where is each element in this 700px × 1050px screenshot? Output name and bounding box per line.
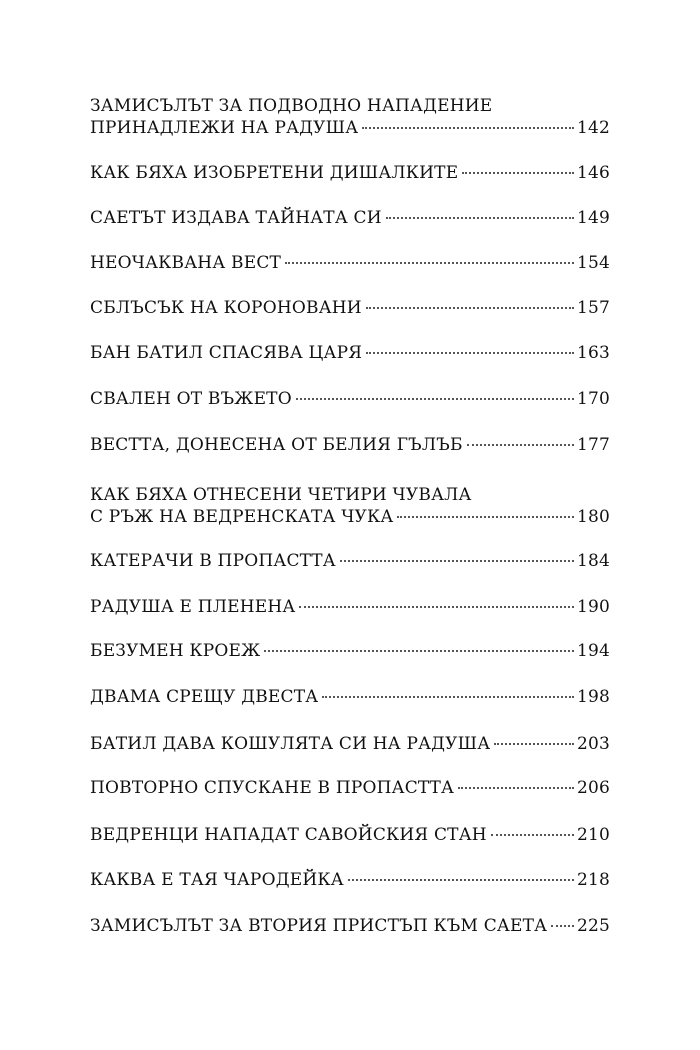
toc-entry-title: БАТИЛ ДАВА КОШУЛЯТА СИ НА РАДУША [90, 734, 491, 754]
dot-leader [296, 398, 574, 400]
toc-entry-title: ПРИНАДЛЕЖИ НА РАДУША [90, 118, 359, 138]
toc-entry[interactable] [90, 824, 610, 846]
toc-entry[interactable] [90, 388, 610, 410]
toc-entry-line [90, 640, 610, 662]
toc-entry-page-number: 206 [576, 778, 610, 798]
dot-leader [397, 516, 573, 518]
toc-entry-line [90, 297, 610, 319]
toc-entry-line [90, 915, 610, 937]
toc-entry-title: ЗАМИСЪЛЪТ ЗА ВТОРИЯ ПРИСТЪП КЪМ САЕТА [90, 916, 548, 936]
toc-entry-line [90, 252, 610, 274]
toc-entry-title: ПОВТОРНО СПУСКАНЕ В ПРОПАСТТА [90, 778, 455, 798]
dot-leader [458, 787, 574, 789]
dot-leader [285, 262, 574, 264]
toc-entry-page-number: 203 [576, 734, 610, 754]
toc-entry-title: КАКВА Е ТАЯ ЧАРОДЕЙКА [90, 870, 344, 890]
dot-leader [264, 650, 573, 652]
toc-entry-page-number: 190 [576, 597, 610, 617]
toc-entry-page-number: 163 [576, 343, 610, 363]
toc-entry[interactable] [90, 915, 610, 937]
toc-entry[interactable] [90, 297, 610, 319]
toc-entry[interactable] [90, 733, 610, 755]
toc-entry-title: ВЕДРЕНЦИ НАПАДАТ САВОЙСКИЯ СТАН [90, 825, 487, 845]
dot-leader [348, 879, 574, 881]
toc-entry[interactable] [90, 686, 610, 708]
toc-entry-page-number: 142 [576, 118, 610, 138]
toc-entry-title: БАН БАТИЛ СПАСЯВА ЦАРЯ [90, 343, 363, 363]
toc-entry-line [90, 550, 610, 572]
toc-entry-page-number: 218 [576, 870, 610, 890]
toc-entry-page-number: 210 [576, 825, 610, 845]
toc-entry-page-number: 154 [576, 253, 610, 273]
toc-entry-title: САЕТЪТ ИЗДАВА ТАЙНАТА СИ [90, 208, 382, 228]
dot-leader [299, 606, 573, 608]
toc-entry-first-line [90, 95, 610, 117]
toc-entry[interactable] [90, 434, 610, 456]
toc-entry-title: СБЛЪСЪК НА КОРОНОВАНИ [90, 298, 362, 318]
toc-entry[interactable] [90, 869, 610, 891]
toc-entry-line [90, 162, 610, 184]
dot-leader [362, 127, 574, 129]
toc-entry-title: ДВАМА СРЕЩУ ДВЕСТА [90, 687, 319, 707]
toc-entry-title: НЕОЧАКВАНА ВЕСТ [90, 253, 282, 273]
dot-leader [551, 925, 574, 927]
toc-entry-line [90, 869, 610, 891]
toc-entry-line [90, 824, 610, 846]
toc-entry[interactable] [90, 777, 610, 799]
toc-entry-title: ВЕСТТА, ДОНЕСЕНА ОТ БЕЛИЯ ГЪЛЪБ [90, 435, 463, 455]
dot-leader [366, 307, 574, 309]
toc-entry[interactable] [90, 596, 610, 618]
toc-entry-page-number: 180 [576, 507, 610, 527]
toc-entry[interactable] [90, 252, 610, 274]
toc-entry-line [90, 117, 610, 139]
toc-entry-line [90, 777, 610, 799]
toc-entry[interactable] [90, 484, 610, 528]
toc-entry-title: БЕЗУМЕН КРОЕЖ [90, 641, 261, 661]
toc-entry-line [90, 733, 610, 755]
toc-entry-page-number: 184 [576, 551, 610, 571]
toc-entry-page-number: 170 [576, 389, 610, 409]
dot-leader [386, 217, 574, 219]
toc-entry-first-line [90, 484, 610, 506]
toc-entry-page-number: 225 [576, 916, 610, 936]
toc-entry-title: СВАЛЕН ОТ ВЪЖЕТО [90, 389, 292, 409]
toc-entry-line [90, 434, 610, 456]
toc-entry-page-number: 198 [576, 687, 610, 707]
toc-entry[interactable] [90, 550, 610, 572]
toc-entry-line [90, 596, 610, 618]
toc-entry-page-number: 157 [576, 298, 610, 318]
toc-entry-page-number: 177 [576, 435, 610, 455]
toc-entry-title: КАК БЯХА ИЗОБРЕТЕНИ ДИШАЛКИТЕ [90, 163, 459, 183]
toc-entry-page-number: 146 [576, 163, 610, 183]
dot-leader [494, 743, 574, 745]
toc-entry-title: КАК БЯХА ОТНЕСЕНИ ЧЕТИРИ ЧУВАЛА [90, 485, 472, 505]
toc-entry-title: С РЪЖ НА ВЕДРЕНСКАТА ЧУКА [90, 507, 394, 527]
toc-entry-line [90, 342, 610, 364]
dot-leader [322, 696, 574, 698]
toc-entry-line [90, 207, 610, 229]
toc-entry-line [90, 388, 610, 410]
dot-leader [462, 172, 574, 174]
toc-entry[interactable] [90, 640, 610, 662]
toc-entry-page-number: 194 [576, 641, 610, 661]
toc-entry[interactable] [90, 342, 610, 364]
dot-leader [467, 444, 574, 446]
dot-leader [491, 834, 574, 836]
toc-entry-line [90, 506, 610, 528]
toc-entry[interactable] [90, 95, 610, 139]
toc-entry-title: ЗАМИСЪЛЪТ ЗА ПОДВОДНО НАПАДЕНИЕ [90, 96, 493, 116]
dot-leader [366, 352, 574, 354]
toc-entry[interactable] [90, 207, 610, 229]
toc-entry-page-number: 149 [576, 208, 610, 228]
toc-entry-line [90, 686, 610, 708]
dot-leader [340, 560, 574, 562]
toc-entry-title: КАТЕРАЧИ В ПРОПАСТТА [90, 551, 336, 571]
toc-entry-title: РАДУША Е ПЛЕНЕНА [90, 597, 296, 617]
toc-entry[interactable] [90, 162, 610, 184]
